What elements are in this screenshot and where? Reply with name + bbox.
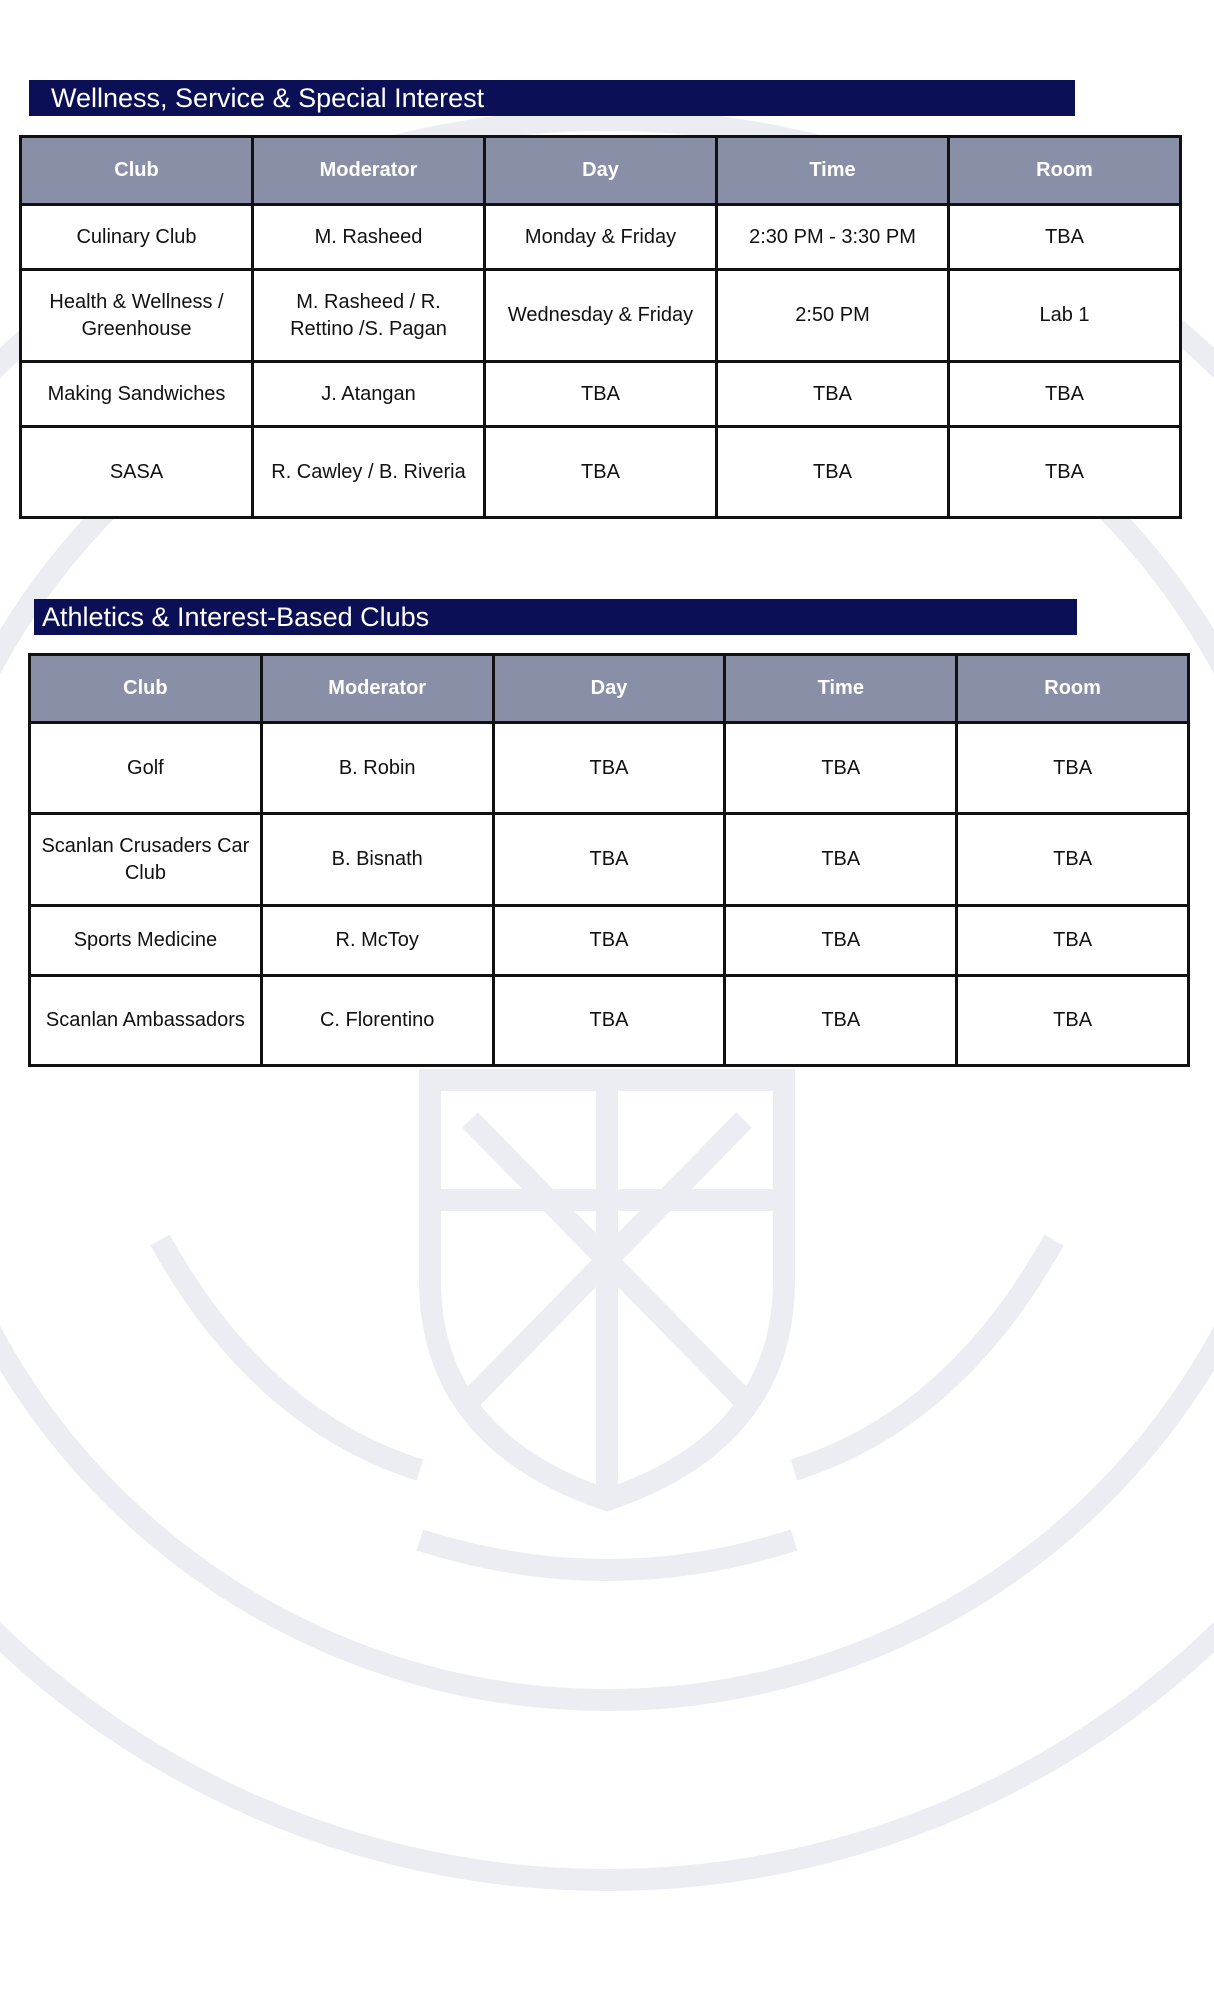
section-heading-athletics: Athletics & Interest-Based Clubs <box>34 599 1077 635</box>
cell-day: TBA <box>485 362 717 427</box>
cell-room: TBA <box>949 362 1181 427</box>
table-row <box>30 906 1189 976</box>
cell-time: TBA <box>717 427 949 518</box>
column-header-moderator: Moderator <box>261 655 493 723</box>
cell-day: TBA <box>493 723 725 814</box>
cell-moderator: B. Bisnath <box>261 814 493 906</box>
cell-time: TBA <box>725 814 957 906</box>
cell-time: TBA <box>717 362 949 427</box>
cell-time: TBA <box>725 976 957 1066</box>
cell-day: TBA <box>485 427 717 518</box>
column-header-day: Day <box>485 137 717 205</box>
cell-room: Lab 1 <box>949 270 1181 362</box>
cell-moderator: R. McToy <box>261 906 493 976</box>
cell-room: TBA <box>949 205 1181 270</box>
table-row <box>21 362 1181 427</box>
table-row <box>21 270 1181 362</box>
table-row <box>30 723 1189 814</box>
table-row <box>21 205 1181 270</box>
table-header-row <box>21 137 1181 205</box>
cell-moderator: B. Robin <box>261 723 493 814</box>
cell-club: SASA <box>21 427 253 518</box>
wellness-clubs-table <box>19 135 1182 519</box>
cell-club: Golf <box>30 723 262 814</box>
column-header-moderator: Moderator <box>253 137 485 205</box>
column-header-club: Club <box>30 655 262 723</box>
column-header-time: Time <box>725 655 957 723</box>
cell-club: Making Sandwiches <box>21 362 253 427</box>
cell-club: Health & Wellness / Greenhouse <box>21 270 253 362</box>
cell-room: TBA <box>949 427 1181 518</box>
cell-room: TBA <box>957 906 1189 976</box>
cell-time: 2:30 PM - 3:30 PM <box>717 205 949 270</box>
cell-day: TBA <box>493 976 725 1066</box>
table-header-row <box>30 655 1189 723</box>
column-header-room: Room <box>949 137 1181 205</box>
cell-room: TBA <box>957 976 1189 1066</box>
table-row <box>21 427 1181 518</box>
cell-day: Wednesday & Friday <box>485 270 717 362</box>
column-header-club: Club <box>21 137 253 205</box>
section-heading-wellness: Wellness, Service & Special Interest <box>29 80 1075 116</box>
athletics-clubs-table <box>28 653 1190 1067</box>
cell-moderator: M. Rasheed / R. Rettino /S. Pagan <box>253 270 485 362</box>
column-header-time: Time <box>717 137 949 205</box>
table-row <box>30 814 1189 906</box>
cell-room: TBA <box>957 723 1189 814</box>
cell-time: TBA <box>725 723 957 814</box>
column-header-day: Day <box>493 655 725 723</box>
cell-moderator: C. Florentino <box>261 976 493 1066</box>
cell-moderator: M. Rasheed <box>253 205 485 270</box>
cell-club: Sports Medicine <box>30 906 262 976</box>
cell-day: TBA <box>493 906 725 976</box>
cell-day: TBA <box>493 814 725 906</box>
cell-moderator: R. Cawley / B. Riveria <box>253 427 485 518</box>
cell-club: Culinary Club <box>21 205 253 270</box>
table-row <box>30 976 1189 1066</box>
cell-time: TBA <box>725 906 957 976</box>
cell-day: Monday & Friday <box>485 205 717 270</box>
column-header-room: Room <box>957 655 1189 723</box>
cell-moderator: J. Atangan <box>253 362 485 427</box>
cell-time: 2:50 PM <box>717 270 949 362</box>
cell-room: TBA <box>957 814 1189 906</box>
cell-club: Scanlan Crusaders Car Club <box>30 814 262 906</box>
cell-club: Scanlan Ambassadors <box>30 976 262 1066</box>
